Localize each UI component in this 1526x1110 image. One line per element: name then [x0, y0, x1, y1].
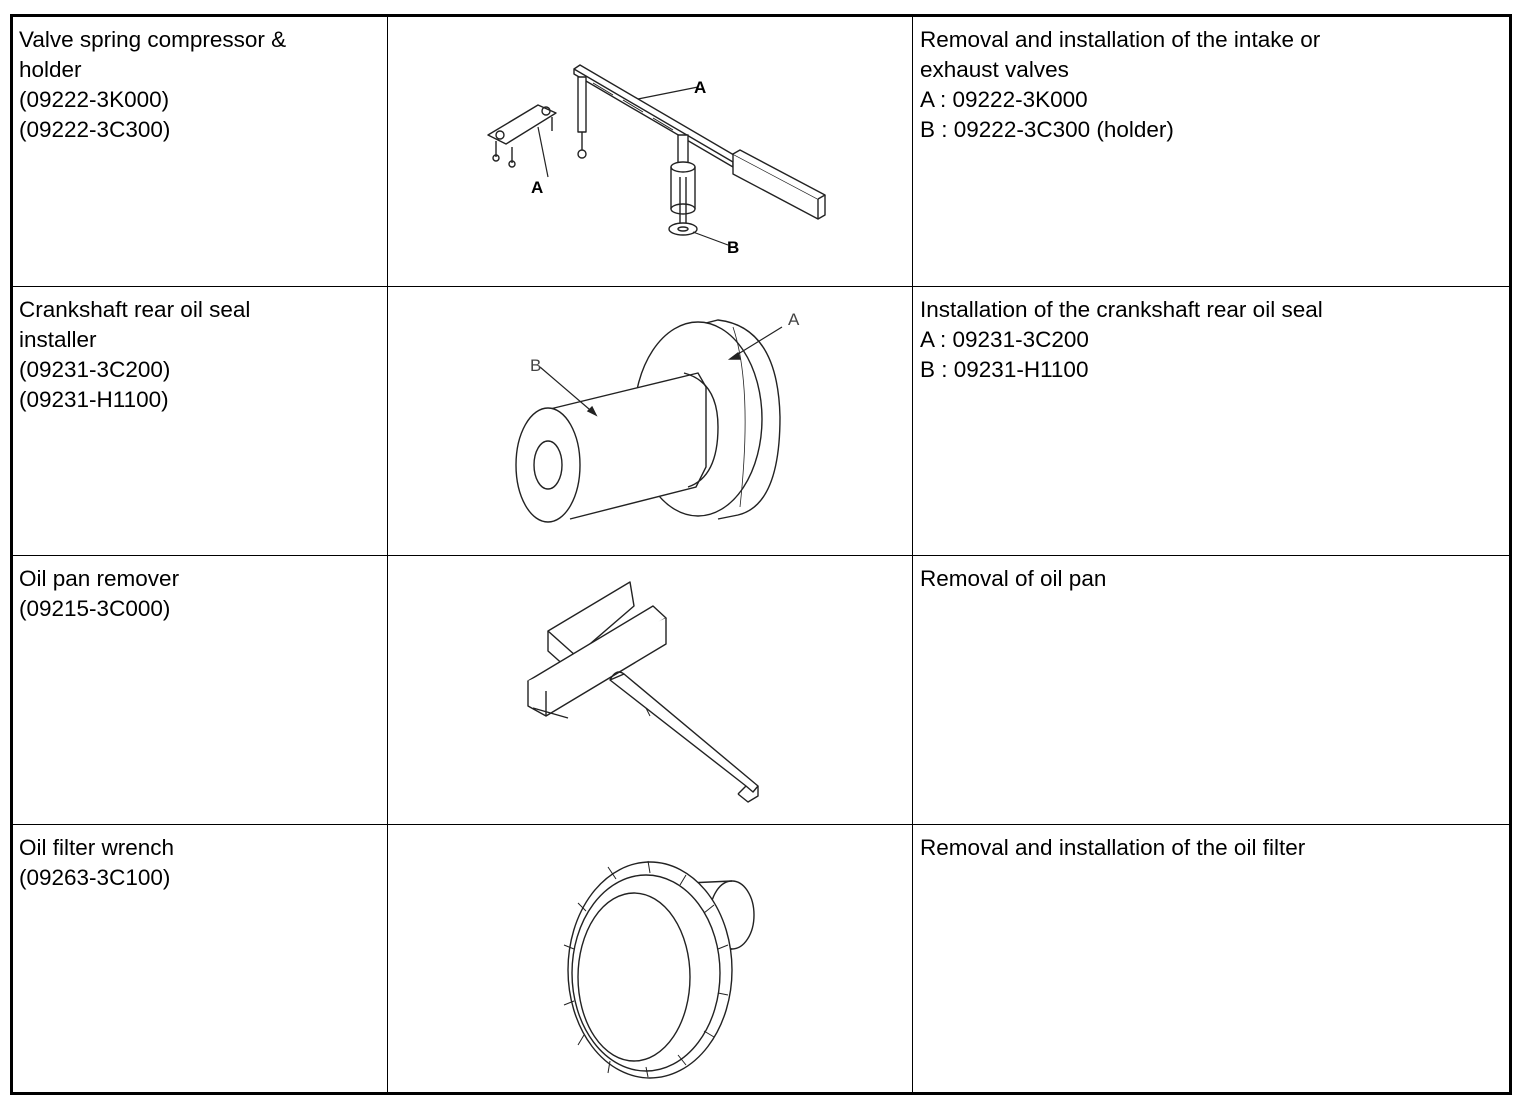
description-line: A : 09222-3K000: [920, 87, 1088, 112]
oil-pan-remover-icon: [388, 556, 912, 824]
illustration-cell: [388, 825, 913, 1092]
tool-name-line: installer: [19, 327, 97, 352]
description-line: Removal and installation of the oil filter: [920, 835, 1306, 860]
tool-part-number: (09222-3K000): [19, 87, 170, 112]
description-line: B : 09231-H1100: [920, 357, 1089, 382]
oil-seal-installer-icon: [388, 287, 912, 555]
tool-part-number: (09231-H1100): [19, 387, 169, 412]
tool-part-number: (09215-3C000): [19, 596, 171, 621]
description-line: A : 09231-3C200: [920, 327, 1089, 352]
special-tools-table: [10, 14, 1512, 1095]
callout-label-b: B: [727, 238, 740, 257]
callout-label-a: A: [788, 310, 800, 329]
description-cell: [913, 825, 1509, 1092]
tool-part-number: (09222-3C300): [19, 117, 171, 142]
table-row: [13, 286, 1509, 555]
tool-name-cell: [13, 556, 388, 824]
description-line: B : 09222-3C300 (holder): [920, 117, 1174, 142]
description-cell: [913, 287, 1509, 555]
table-row: [13, 555, 1509, 824]
table-row: [13, 17, 1509, 286]
description-line: exhaust valves: [920, 57, 1069, 82]
tool-name-line: Oil filter wrench: [19, 835, 175, 860]
tool-name-cell: [13, 825, 388, 1092]
tool-part-number: (09263-3C100): [19, 865, 171, 890]
tool-name-line: holder: [19, 57, 82, 82]
description-cell: [913, 17, 1509, 286]
tool-part-number: (09231-3C200): [19, 357, 171, 382]
illustration-cell: [388, 287, 913, 555]
tool-name-line: Valve spring compressor &: [19, 27, 287, 52]
description-line: Removal of oil pan: [920, 566, 1107, 591]
callout-label-a: A: [694, 78, 707, 97]
tool-name-cell: [13, 287, 388, 555]
callout-label-b: B: [530, 356, 542, 375]
table-row: [13, 824, 1509, 1092]
illustration-cell: [388, 17, 913, 286]
tool-name-line: Oil pan remover: [19, 566, 180, 591]
tool-name-cell: [13, 17, 388, 286]
illustration-cell: [388, 556, 913, 824]
oil-filter-wrench-icon: [388, 825, 912, 1093]
tool-name-line: Crankshaft rear oil seal: [19, 297, 251, 322]
description-cell: [913, 556, 1509, 824]
description-line: Installation of the crankshaft rear oil seal: [920, 297, 1323, 322]
valve-spring-compressor-icon: [388, 17, 912, 285]
description-line: Removal and installation of the intake or: [920, 27, 1321, 52]
callout-label-a: A: [531, 178, 544, 197]
